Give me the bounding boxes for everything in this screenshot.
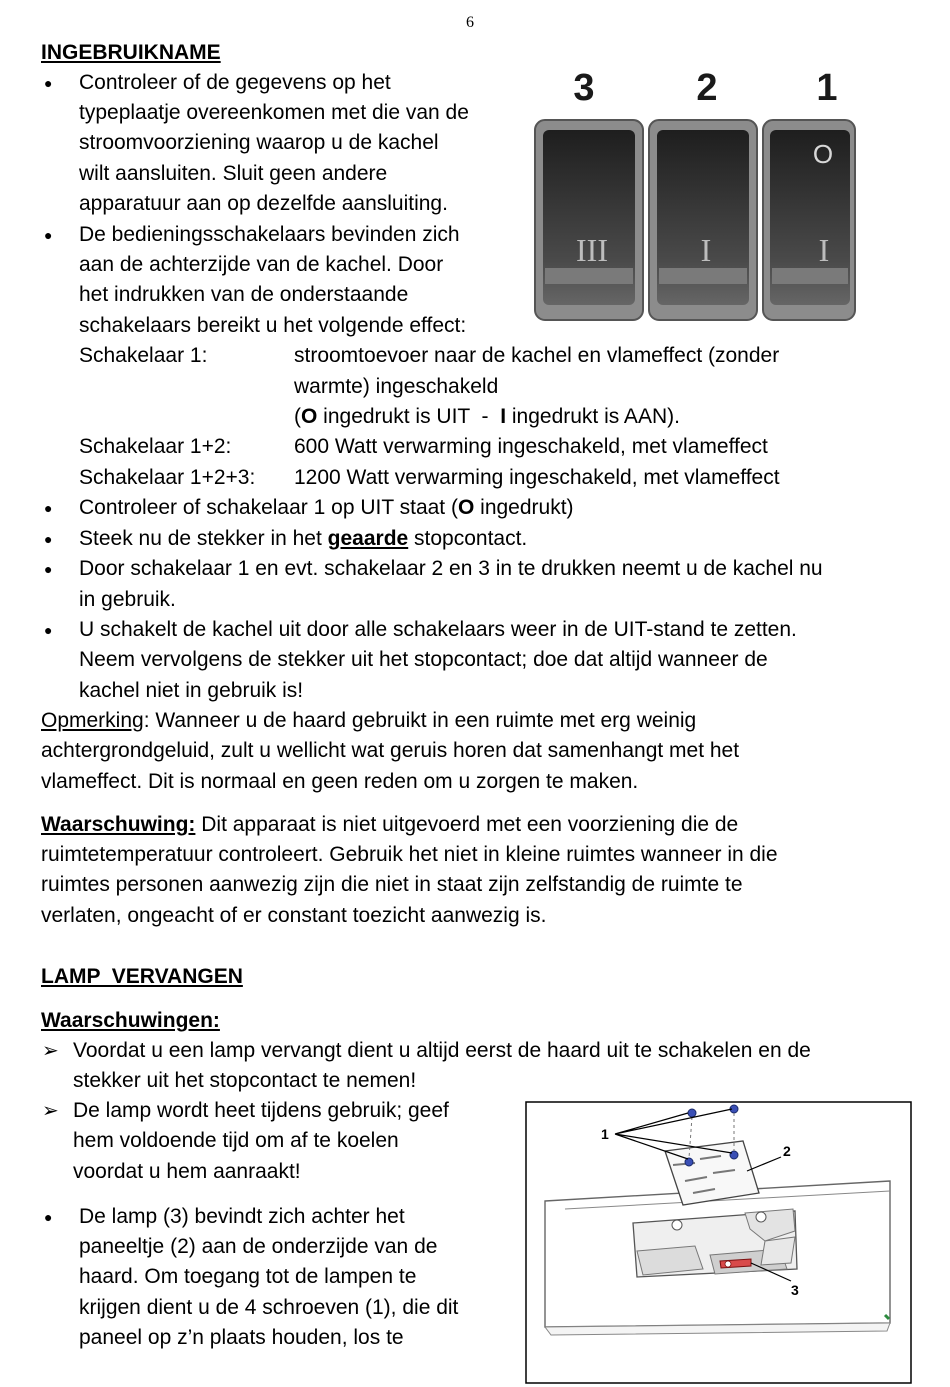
arrow2-line: voordat u hem aanraakt! xyxy=(73,1160,301,1183)
warning-line: ruimtes personen aanwezig zijn die niet in staat zijn zelfstandig de ruimte te xyxy=(41,873,743,896)
switch-symbol-i: I xyxy=(818,232,830,268)
switch-1 xyxy=(763,120,855,320)
bullet7-line: De lamp (3) bevindt zich achter het xyxy=(79,1205,405,1228)
switch-row1-text2: warmte) ingeschakeld xyxy=(294,375,499,398)
switch-row2-label: Schakelaar 1+2: xyxy=(79,435,232,458)
bullet6-line: Neem vervolgens de stekker uit het stopcontact; doe dat altijd wanneer de xyxy=(79,648,768,671)
bullet2-line: schakelaars bereikt u het volgende effect: xyxy=(79,314,467,337)
callout-3: 3 xyxy=(791,1282,799,1298)
switch-2 xyxy=(649,120,757,320)
section-heading-lamp-vervangen: LAMP VERVANGEN xyxy=(41,965,243,988)
remark-line: vlameffect. Dit is normaal en geen reden om u zorgen te maken. xyxy=(41,770,639,793)
bullet5-line: in gebruik. xyxy=(79,588,176,611)
bullet-icon: ● xyxy=(44,561,53,577)
bullet2-line: De bedieningsschakelaars bevinden zich xyxy=(79,223,460,246)
bullet-icon: ● xyxy=(44,500,53,516)
bullet2-line: aan de achterzijde van de kachel. Door xyxy=(79,253,444,276)
callout-1: 1 xyxy=(601,1126,609,1142)
bullet7-line: krijgen dient u de 4 schroeven (1), die dit xyxy=(79,1296,459,1319)
bullet-icon: ● xyxy=(44,75,53,91)
arrow-bullet-icon: ➢ xyxy=(42,1040,59,1062)
bullet2-line: het indrukken van de onderstaande xyxy=(79,283,409,306)
switch-symbol-iii: III xyxy=(576,232,608,268)
bullet5-line: Door schakelaar 1 en evt. schakelaar 2 en 3 in te drukken neemt u de kachel nu xyxy=(79,557,823,580)
switch-symbol-o: O xyxy=(812,139,834,169)
warning-line: verlaten, ongeacht of er constant toezicht aanwezig is. xyxy=(41,904,547,927)
bullet-icon: ● xyxy=(44,622,53,638)
switch-symbol-i: I xyxy=(700,232,712,268)
bullet1-line: wilt aansluiten. Sluit geen andere xyxy=(79,162,388,185)
bullet3-line: Controleer of schakelaar 1 op UIT staat (O ingedrukt) xyxy=(79,496,574,519)
switch-row1-text: stroomtoevoer naar de kachel en vlameffect (zonder xyxy=(294,344,780,367)
remark-line: Opmerking: Wanneer u de haard gebruikt in een ruimte met erg weinig xyxy=(41,709,697,732)
arrow2-line: De lamp wordt heet tijdens gebruik; geef xyxy=(73,1099,449,1122)
bullet1-line: Controleer of de gegevens op het xyxy=(79,71,391,94)
arrow2-line: hem voldoende tijd om af te koelen xyxy=(73,1129,399,1152)
bullet7-line: haard. Om toegang tot de lampen te xyxy=(79,1265,417,1288)
arrow-bullet-icon: ➢ xyxy=(42,1100,59,1122)
bullet4-line: Steek nu de stekker in het geaarde stopcontact. xyxy=(79,527,528,550)
bullet1-line: apparatuur aan op dezelfde aansluiting. xyxy=(79,192,448,215)
switch-row1-note: (O ingedrukt is UIT - I ingedrukt is AAN). xyxy=(294,405,680,428)
warning-line: ruimtetemperatuur controleert. Gebruik het niet in kleine ruimtes wanneer in die xyxy=(41,843,778,866)
switch-number-3: 3 xyxy=(573,67,595,109)
switch-number-2: 2 xyxy=(696,67,718,109)
remark-line: achtergrondgeluid, zult u wellicht wat geruis horen dat samenhangt met het xyxy=(41,739,740,762)
switch-panel-figure xyxy=(532,62,857,324)
bullet1-line: stroomvoorziening waarop u de kachel xyxy=(79,131,439,154)
warnings-subheading: Waarschuwingen: xyxy=(41,1009,220,1032)
switch-row2-text: 600 Watt verwarming ingeschakeld, met vlameffect xyxy=(294,435,768,458)
arrow1-line: Voordat u een lamp vervangt dient u altijd eerst de haard uit te schakelen en de xyxy=(73,1039,811,1062)
bullet7-line: paneeltje (2) aan de onderzijde van de xyxy=(79,1235,438,1258)
bullet-icon: ● xyxy=(44,531,53,547)
bullet-icon: ● xyxy=(44,1209,53,1225)
switch-number-1: 1 xyxy=(816,67,838,109)
bullet7-line: paneel op z’n plaats houden, los te xyxy=(79,1326,404,1349)
switch-3 xyxy=(535,120,643,320)
page-number: 6 xyxy=(466,14,474,31)
callout-2: 2 xyxy=(783,1143,791,1159)
bullet6-line: U schakelt de kachel uit door alle schakelaars weer in de UIT-stand te zetten. xyxy=(79,618,797,641)
switch-row1-label: Schakelaar 1: xyxy=(79,344,208,367)
lamp-replacement-figure xyxy=(525,1101,912,1384)
switch-row3-label: Schakelaar 1+2+3: xyxy=(79,466,256,489)
bullet-icon: ● xyxy=(44,227,53,243)
section-heading-ingebruikname: INGEBRUIKNAME xyxy=(41,41,221,64)
switch-row3-text: 1200 Watt verwarming ingeschakeld, met vlameffect xyxy=(294,466,780,489)
arrow1-line: stekker uit het stopcontact te nemen! xyxy=(73,1069,417,1092)
bullet1-line: typeplaatje overeenkomen met die van de xyxy=(79,101,469,124)
warning-line: Waarschuwing: Dit apparaat is niet uitgevoerd met een voorziening die de xyxy=(41,813,739,836)
bullet6-line: kachel niet in gebruik is! xyxy=(79,679,304,702)
